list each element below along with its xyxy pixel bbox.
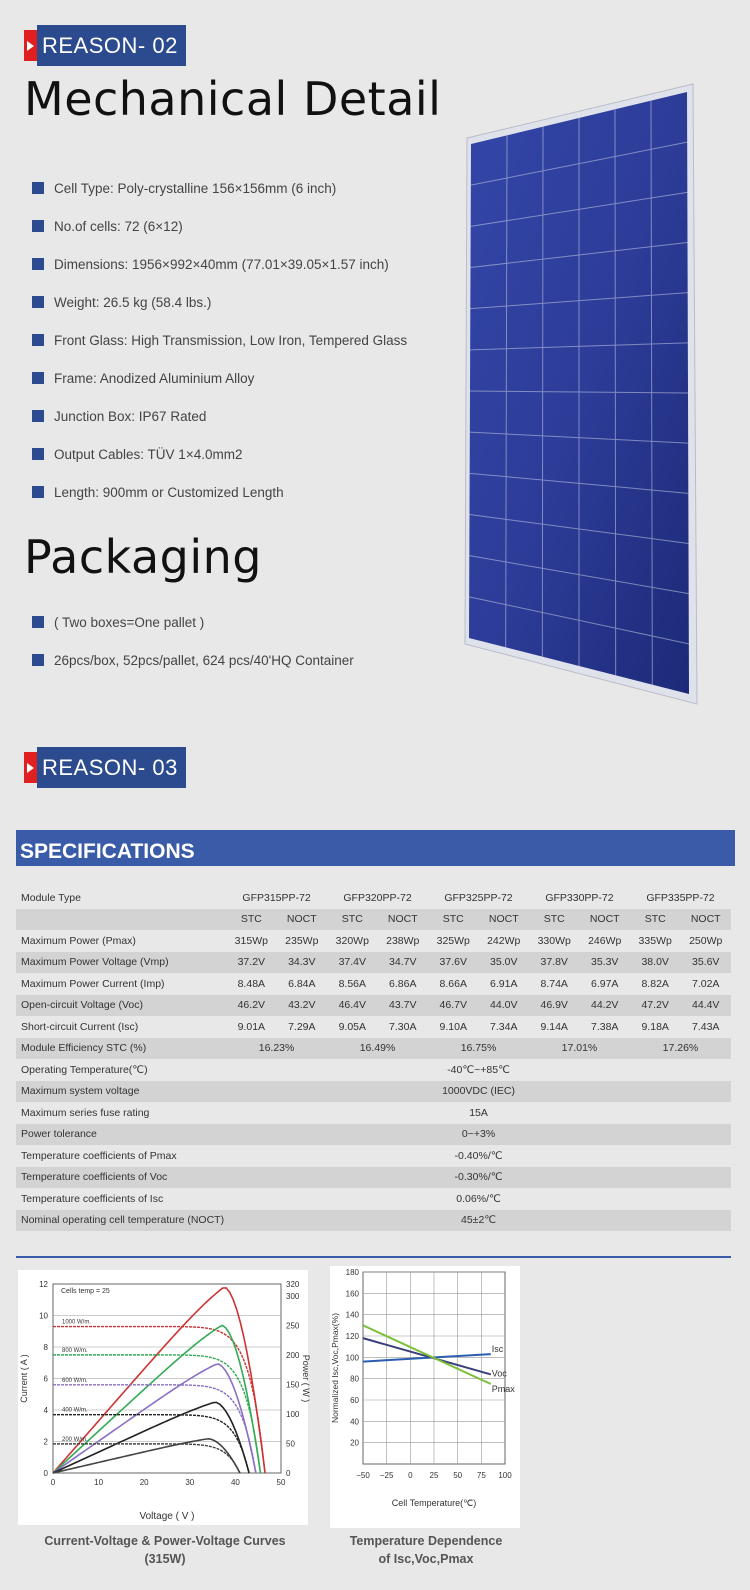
spec-value: -0.40%/℃ bbox=[454, 1149, 503, 1162]
spec-value: 46.2V bbox=[226, 995, 276, 1017]
noct-header: NOCT bbox=[277, 909, 327, 931]
y-tick-label: 2 bbox=[43, 1437, 48, 1447]
bullet-square-icon bbox=[32, 654, 44, 666]
x-tick-label: 0 bbox=[50, 1478, 56, 1487]
spec-label: Nominal operating cell temperature (NOCT) bbox=[16, 1210, 226, 1232]
series-label: 600 W/m. bbox=[62, 1377, 88, 1384]
spec-value: 1000VDC (IEC) bbox=[226, 1081, 731, 1103]
spec-value: 46.9V bbox=[529, 995, 579, 1017]
x-tick-label: 50 bbox=[453, 1471, 463, 1480]
y-tick-label: 6 bbox=[43, 1374, 48, 1384]
bullet-square-icon bbox=[32, 182, 44, 194]
packaging-title: Packaging bbox=[24, 530, 263, 584]
reason-02-label: REASON- 02 bbox=[37, 25, 186, 66]
spec-value: 7.43A bbox=[691, 1020, 720, 1033]
spec-value: -0.30%/℃ bbox=[226, 1167, 731, 1189]
y-axis-label: Current ( A ) bbox=[19, 1354, 29, 1403]
spec-label: Temperature coefficients of Voc bbox=[16, 1167, 226, 1189]
y2-tick-label: 250 bbox=[286, 1321, 300, 1331]
spec-value: 44.0V bbox=[479, 995, 529, 1017]
spec-label: Temperature coefficients of Isc bbox=[21, 1192, 164, 1205]
model-name: GFP330PP-72 bbox=[545, 891, 614, 904]
spec-value: 17.26% bbox=[630, 1038, 731, 1060]
y2-tick-label: 300 bbox=[286, 1291, 300, 1301]
spec-value: 37.8V bbox=[529, 952, 579, 974]
spec-row bbox=[16, 1016, 731, 1038]
spec-value: 6.84A bbox=[288, 977, 316, 990]
temperature-chart-svg bbox=[330, 1266, 520, 1528]
y-tick-label: 0 bbox=[43, 1469, 48, 1478]
list-item bbox=[32, 283, 407, 321]
spec-value: 7.02A bbox=[691, 977, 720, 990]
spec-value: 8.48A bbox=[237, 977, 266, 990]
spec-value: 43.2V bbox=[277, 995, 327, 1017]
y-tick-label: 60 bbox=[350, 1396, 359, 1405]
model-name: GFP325PP-72 bbox=[444, 891, 513, 904]
x-axis-label: Cell Temperature(℃) bbox=[391, 1498, 477, 1508]
x-tick-label: 100 bbox=[498, 1471, 512, 1480]
spec-value: 9.01A bbox=[237, 1020, 266, 1033]
spec-row-common bbox=[16, 1124, 731, 1146]
list-item-text: Front Glass: High Transmission, Low Iron, Tempered Glass bbox=[54, 332, 408, 348]
spec-value: 320Wp bbox=[335, 934, 369, 947]
y2-tick-label: 50 bbox=[286, 1439, 295, 1449]
x-tick-label: 10 bbox=[94, 1478, 104, 1487]
spec-value: 0~+3% bbox=[226, 1124, 731, 1146]
list-item bbox=[32, 603, 354, 641]
iv-chart-caption: Current-Voltage & Power-Voltage Curves (315W) bbox=[44, 1534, 286, 1566]
list-item-text: Length: 900mm or Customized Length bbox=[54, 484, 284, 500]
spec-row-common bbox=[16, 1059, 731, 1081]
spec-row-efficiency bbox=[16, 1038, 731, 1060]
spec-value: 238Wp bbox=[386, 934, 420, 947]
spec-row bbox=[16, 973, 731, 995]
y-tick-label: 4 bbox=[43, 1406, 48, 1415]
list-item-text: No.of cells: 72 (6×12) bbox=[54, 218, 183, 234]
spec-value: 6.91A bbox=[490, 977, 518, 990]
spec-value: 47.2V bbox=[630, 995, 680, 1017]
specifications-table bbox=[16, 887, 731, 1231]
list-item-text: Cell Type: Poly-crystalline 156×156mm (6 inch) bbox=[54, 180, 337, 196]
bullet-square-icon bbox=[32, 334, 44, 346]
temperature-chart-caption: Temperature Dependence of Isc,Voc,Pmax bbox=[349, 1534, 503, 1566]
spec-value: 8.56A bbox=[338, 977, 367, 990]
mechanical-detail-title: Mechanical Detail bbox=[24, 72, 442, 126]
list-item-text: Output Cables: TÜV 1×4.0mm2 bbox=[54, 446, 243, 462]
spec-value: 250Wp bbox=[689, 934, 723, 947]
spec-row bbox=[16, 930, 731, 952]
y-tick-label: 180 bbox=[345, 1268, 359, 1277]
list-item bbox=[32, 435, 407, 473]
bullet-square-icon bbox=[32, 372, 44, 384]
spec-value: 35.6V bbox=[680, 952, 731, 974]
spec-value: 242Wp bbox=[487, 934, 521, 947]
list-item-text: 26pcs/box, 52pcs/pallet, 624 pcs/40'HQ Container bbox=[54, 652, 354, 668]
series-label: 1000 W/m. bbox=[62, 1319, 92, 1326]
spec-label: Power tolerance bbox=[16, 1124, 226, 1146]
y-tick-label: 140 bbox=[345, 1310, 359, 1320]
y-tick-label: 160 bbox=[345, 1289, 359, 1299]
play-arrow-icon bbox=[24, 30, 37, 61]
bullet-square-icon bbox=[32, 410, 44, 422]
spec-value: 34.7V bbox=[378, 952, 428, 974]
y-tick-label: 80 bbox=[350, 1374, 359, 1384]
spec-value: 7.34A bbox=[490, 1020, 518, 1033]
spec-row-module-type bbox=[16, 887, 731, 909]
list-item-text: Weight: 26.5 kg (58.4 lbs.) bbox=[54, 294, 212, 310]
spec-row-common bbox=[16, 1081, 731, 1103]
spec-value: 8.74A bbox=[540, 977, 568, 990]
spec-value: 37.6V bbox=[428, 952, 478, 974]
y-tick-label: 40 bbox=[350, 1417, 359, 1427]
model-name: GFP335PP-72 bbox=[646, 891, 715, 904]
stc-header: STC bbox=[428, 909, 478, 931]
spec-value: 6.97A bbox=[590, 977, 619, 990]
list-item-text: Frame: Anodized Aluminium Alloy bbox=[54, 370, 255, 386]
spec-value: 46.7V bbox=[428, 995, 478, 1017]
spec-value: 17.01% bbox=[529, 1038, 630, 1060]
packaging-list bbox=[32, 603, 354, 679]
spec-label: Open-circuit Voltage (Voc) bbox=[16, 995, 226, 1017]
y2-tick-label: 0 bbox=[286, 1469, 291, 1478]
y-axis-label: Normalized Isc,Voc,Pmax(%) bbox=[330, 1312, 340, 1424]
spec-value: 16.49% bbox=[327, 1038, 428, 1060]
spec-value: 325Wp bbox=[436, 934, 470, 947]
list-item-text: ( Two boxes=One pallet ) bbox=[54, 614, 205, 630]
spec-value: 34.3V bbox=[277, 952, 327, 974]
spec-label bbox=[16, 909, 226, 931]
spec-label: Maximum Power Voltage (Vmp) bbox=[16, 952, 226, 974]
spec-value: 8.66A bbox=[439, 977, 467, 990]
spec-value: 235Wp bbox=[285, 934, 319, 947]
spec-value: 330Wp bbox=[537, 934, 571, 947]
specifications-header: SPECIFICATIONS bbox=[16, 830, 735, 866]
spec-value: 44.2V bbox=[579, 995, 629, 1017]
x-tick-label: 0 bbox=[408, 1471, 413, 1480]
spec-row-common bbox=[16, 1188, 731, 1210]
bullet-square-icon bbox=[32, 448, 44, 460]
noct-header: NOCT bbox=[680, 909, 731, 931]
y-tick-label: 120 bbox=[345, 1332, 359, 1341]
model-name: GFP320PP-72 bbox=[343, 891, 412, 904]
spec-value: 37.2V bbox=[226, 952, 276, 974]
spec-label: Maximum Power Current (Imp) bbox=[21, 977, 165, 990]
spec-value: 35.3V bbox=[579, 952, 629, 974]
spec-row-stc-noct bbox=[16, 909, 731, 931]
spec-value: 9.18A bbox=[641, 1020, 669, 1033]
spec-row-common bbox=[16, 1210, 731, 1232]
spec-value: 38.0V bbox=[630, 952, 680, 974]
x-tick-label: −25 bbox=[379, 1471, 394, 1480]
spec-value: 9.14A bbox=[540, 1020, 568, 1033]
mechanical-detail-list bbox=[32, 169, 407, 511]
play-arrow-icon bbox=[24, 752, 37, 783]
list-item bbox=[32, 207, 407, 245]
y2-tick-label: 320 bbox=[286, 1280, 300, 1289]
spec-label: Module Efficiency STC (%) bbox=[16, 1038, 226, 1060]
series-label: Pmax bbox=[491, 1384, 515, 1394]
spec-value: 8.82A bbox=[641, 977, 669, 990]
spec-label: Operating Temperature(℃) bbox=[21, 1063, 148, 1076]
spec-value: 7.38A bbox=[590, 1020, 619, 1033]
y2-tick-label: 150 bbox=[286, 1380, 300, 1390]
bullet-square-icon bbox=[32, 486, 44, 498]
spec-row-common bbox=[16, 1102, 731, 1124]
spec-value: -40℃~+85℃ bbox=[447, 1063, 510, 1076]
y-tick-label: 10 bbox=[39, 1311, 48, 1321]
y-tick-label: 12 bbox=[39, 1280, 48, 1289]
x-tick-label: −50 bbox=[356, 1471, 370, 1480]
bullet-square-icon bbox=[32, 220, 44, 232]
spec-value: 9.10A bbox=[439, 1020, 467, 1033]
noct-header: NOCT bbox=[479, 909, 529, 931]
temperature-chart bbox=[330, 1266, 520, 1528]
solar-panel-image bbox=[455, 78, 715, 718]
spec-value: 35.0V bbox=[479, 952, 529, 974]
reason-03-banner bbox=[24, 747, 186, 788]
series-line bbox=[363, 1338, 491, 1374]
x-axis-label: Voltage ( V ) bbox=[139, 1511, 195, 1522]
bullet-square-icon bbox=[32, 258, 44, 270]
list-item bbox=[32, 359, 407, 397]
bullet-square-icon bbox=[32, 616, 44, 628]
stc-header: STC bbox=[327, 909, 377, 931]
annotation: Cells temp = 25 bbox=[61, 1288, 110, 1295]
x-tick-label: 50 bbox=[276, 1478, 286, 1487]
series-label: Isc bbox=[491, 1344, 504, 1355]
spec-value: 0.06%/℃ bbox=[456, 1192, 501, 1205]
spec-value: 315Wp bbox=[234, 934, 268, 947]
solar-panel-illustration bbox=[455, 78, 715, 718]
series-label: 400 W/m. bbox=[62, 1407, 88, 1414]
spec-value: 7.29A bbox=[288, 1020, 316, 1033]
iv-chart bbox=[18, 1270, 311, 1525]
spec-value: 16.75% bbox=[428, 1038, 529, 1060]
iv-chart-svg bbox=[18, 1270, 311, 1525]
x-tick-label: 25 bbox=[429, 1471, 439, 1480]
spec-label: Maximum Power (Pmax) bbox=[21, 934, 136, 947]
list-item-text: Dimensions: 1956×992×40mm (77.01×39.05×1.57 inch) bbox=[54, 256, 389, 272]
x-tick-label: 75 bbox=[476, 1471, 486, 1480]
list-item bbox=[32, 473, 407, 511]
stc-header: STC bbox=[529, 909, 579, 931]
spec-value: 335Wp bbox=[638, 934, 672, 947]
reason-02-banner bbox=[24, 25, 186, 66]
spec-row bbox=[16, 995, 731, 1017]
reason-03-label: REASON- 03 bbox=[37, 747, 186, 788]
spec-row bbox=[16, 952, 731, 974]
y2-axis-label: Power ( W ) bbox=[301, 1354, 311, 1403]
spec-value: 46.4V bbox=[327, 995, 377, 1017]
x-tick-label: 40 bbox=[230, 1478, 240, 1487]
stc-header: STC bbox=[226, 909, 276, 931]
list-item bbox=[32, 397, 407, 435]
spec-value: 37.4V bbox=[327, 952, 377, 974]
spec-label: Temperature coefficients of Pmax bbox=[21, 1149, 177, 1162]
divider bbox=[16, 1256, 731, 1258]
spec-label: Short-circuit Current (Isc) bbox=[21, 1020, 139, 1033]
x-tick-label: 30 bbox=[185, 1478, 195, 1487]
stc-header: STC bbox=[630, 909, 680, 931]
noct-header: NOCT bbox=[579, 909, 629, 931]
list-item bbox=[32, 641, 354, 679]
spec-value: 15A bbox=[469, 1106, 488, 1119]
spec-value: 45±2℃ bbox=[226, 1210, 731, 1232]
x-tick-label: 20 bbox=[139, 1478, 149, 1487]
series-label: Voc bbox=[491, 1368, 507, 1379]
spec-value: 246Wp bbox=[588, 934, 622, 947]
spec-label: Maximum system voltage bbox=[16, 1081, 226, 1103]
series-label: 200 W/m. bbox=[62, 1436, 88, 1443]
spec-value: 7.30A bbox=[389, 1020, 417, 1033]
spec-value: 9.05A bbox=[338, 1020, 367, 1033]
series-label: 800 W/m. bbox=[62, 1347, 88, 1354]
spec-row-common bbox=[16, 1167, 731, 1189]
list-item bbox=[32, 169, 407, 207]
spec-value: 6.86A bbox=[389, 977, 417, 990]
list-item-text: Junction Box: IP67 Rated bbox=[54, 408, 207, 424]
y2-tick-label: 200 bbox=[286, 1350, 300, 1360]
spec-value: 43.7V bbox=[378, 995, 428, 1017]
spec-row-common bbox=[16, 1145, 731, 1167]
list-item bbox=[32, 321, 407, 359]
bullet-square-icon bbox=[32, 296, 44, 308]
y2-tick-label: 100 bbox=[286, 1409, 300, 1419]
model-name: GFP315PP-72 bbox=[242, 891, 311, 904]
spec-value: 44.4V bbox=[680, 995, 731, 1017]
y-tick-label: 100 bbox=[345, 1353, 359, 1363]
y-tick-label: 8 bbox=[43, 1343, 48, 1352]
y-tick-label: 20 bbox=[350, 1438, 359, 1448]
spec-label: Maximum series fuse rating bbox=[21, 1106, 150, 1119]
list-item bbox=[32, 245, 407, 283]
noct-header: NOCT bbox=[378, 909, 428, 931]
spec-label: Module Type bbox=[21, 891, 81, 904]
spec-value: 16.23% bbox=[226, 1038, 327, 1060]
